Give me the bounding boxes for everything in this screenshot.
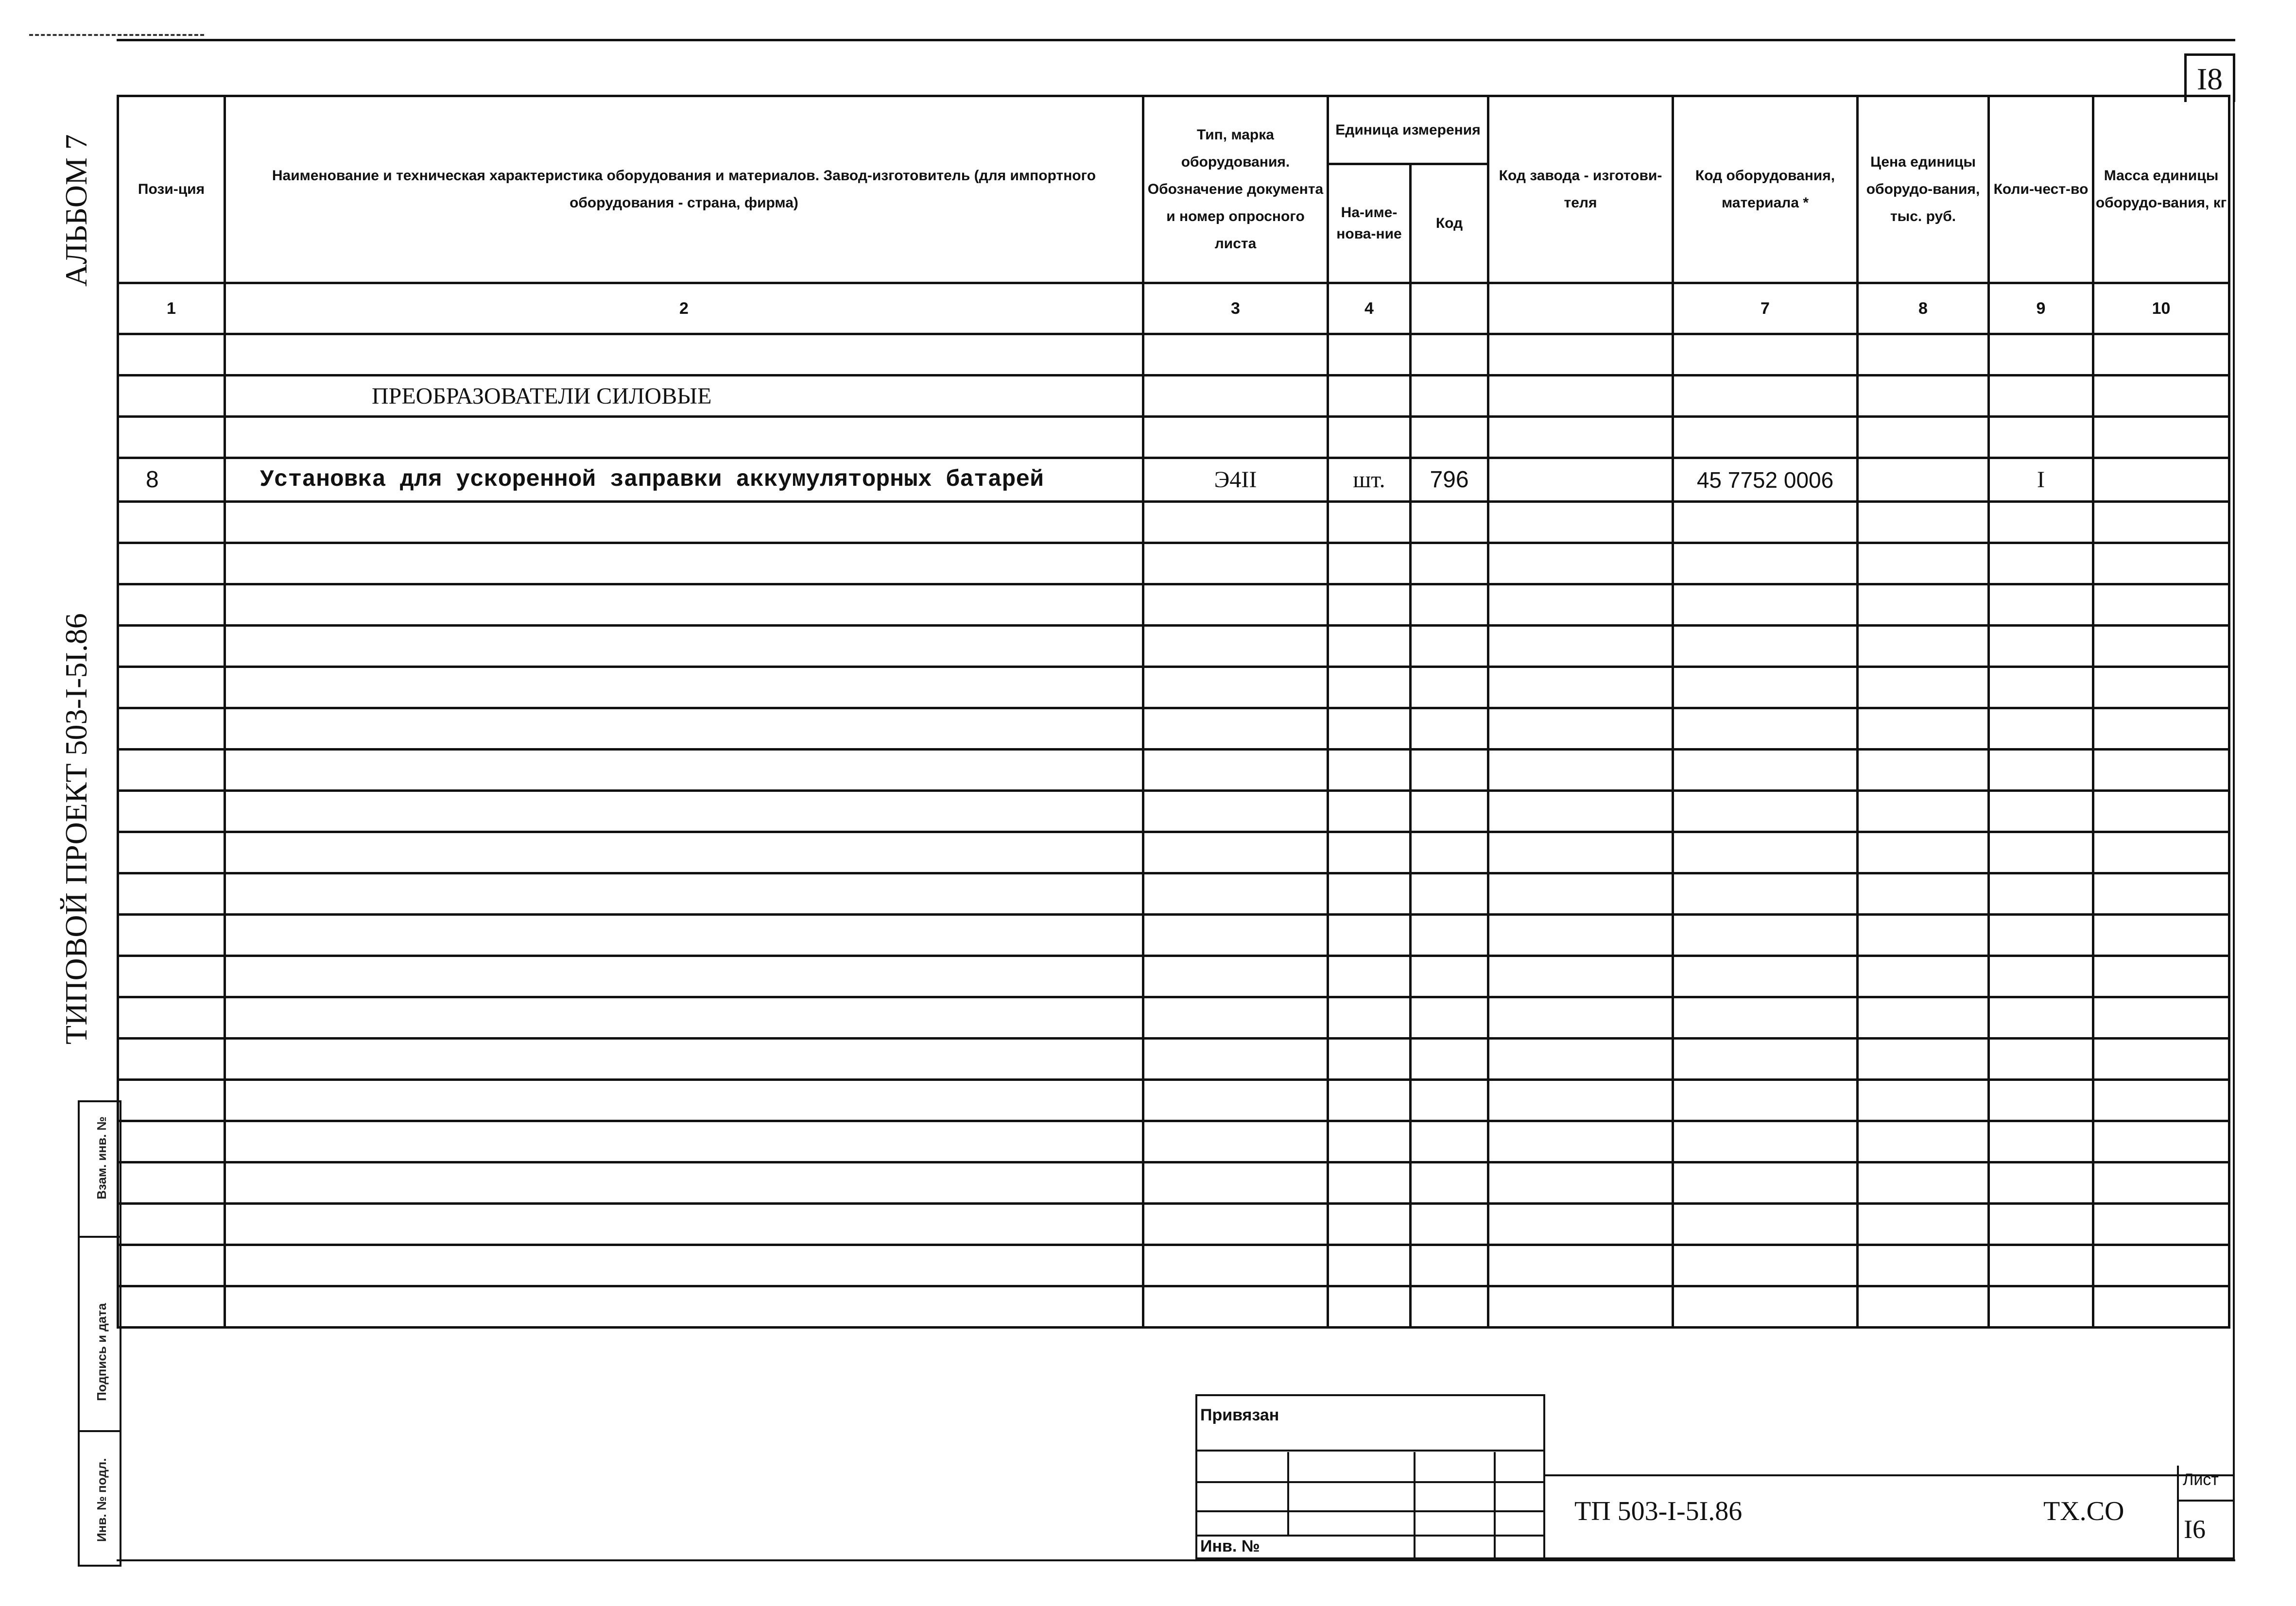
- table-row: [118, 502, 2229, 543]
- stamp-cell-2: [80, 1236, 120, 1432]
- table-row: [118, 1245, 2229, 1286]
- section-row: [118, 376, 2229, 417]
- album-label: АЛЬБОМ 7: [59, 134, 93, 287]
- tb-line: [1197, 1481, 1543, 1483]
- sheet-number: I6: [2184, 1515, 2206, 1544]
- specification-table: [117, 95, 2230, 1329]
- section-title: ПРЕОБРАЗОВАТЕЛИ СИЛОВЫЕ: [225, 376, 1143, 417]
- document-code-box: [1545, 1470, 2233, 1559]
- column-number-row: [118, 283, 2229, 334]
- table-row: [118, 997, 2229, 1039]
- sheet-box: [2177, 1466, 2233, 1561]
- table-row: [118, 708, 2229, 750]
- stamp-label-2: Подпись и дата: [94, 1303, 109, 1401]
- item-unit-name: шт.: [1328, 458, 1411, 502]
- item-factory-code: [1488, 458, 1673, 502]
- col-number-3: 3: [1143, 283, 1328, 334]
- table-row: [118, 1121, 2229, 1162]
- side-stamp: [78, 1100, 121, 1567]
- table-row: [118, 873, 2229, 915]
- inv-no-label: Инв. №: [1200, 1537, 1260, 1555]
- item-unit-code: 796: [1411, 458, 1488, 502]
- col-number-9: 9: [1989, 283, 2093, 334]
- stamp-cell-3: [80, 1430, 120, 1561]
- table-row: [118, 791, 2229, 832]
- table-row: [118, 667, 2229, 708]
- header-position: Пози-ция: [118, 96, 225, 283]
- bottom-border: [117, 1559, 2235, 1561]
- stamp-cell-1: [80, 1102, 120, 1238]
- table-row: [118, 1039, 2229, 1080]
- tb-line: [1197, 1450, 1543, 1452]
- header-price: Цена единицы оборудо-вания, тыс. руб.: [1858, 96, 1989, 283]
- item-name: Установка для ускоренной заправки аккумуляторных батарей: [225, 458, 1143, 502]
- item-mass: [2093, 458, 2229, 502]
- table-row: [118, 1162, 2229, 1204]
- table-row: [118, 1286, 2229, 1328]
- header-name: Наименование и техническая характеристика оборудования и материалов. Завод-изготовитель (для импортного оборудования - страна, фирма): [225, 96, 1143, 283]
- header-row-1: [118, 96, 2229, 164]
- header-mass: Масса единицы оборудо-вания, кг: [2093, 96, 2229, 283]
- col-number-4: 4: [1328, 283, 1411, 334]
- col-number-8: 8: [1858, 283, 1989, 334]
- document-mark: ТХ.СО: [2043, 1496, 2124, 1526]
- project-label: ТИПОВОЙ ПРОЕКТ 503-I-5I.86: [59, 613, 93, 1044]
- table-row: [118, 1204, 2229, 1245]
- table-row: [118, 417, 2229, 458]
- item-quantity: I: [1989, 458, 2093, 502]
- col-number-1: 1: [118, 283, 225, 334]
- col-number-5: [1411, 283, 1488, 334]
- table-row: [118, 584, 2229, 626]
- right-border: [2233, 95, 2235, 1559]
- table-row: [118, 956, 2229, 997]
- col-number-10: 10: [2093, 283, 2229, 334]
- header-unit-group: Единица измерения: [1328, 96, 1488, 164]
- table-row: [118, 750, 2229, 791]
- tb-line: [1197, 1535, 1543, 1537]
- header-equipment-code: Код оборудования, материала *: [1673, 96, 1858, 283]
- sheet-divider: [2179, 1500, 2233, 1502]
- col-number-6: [1488, 283, 1673, 334]
- col-number-2: 2: [225, 283, 1143, 334]
- table-row: [118, 626, 2229, 667]
- page-number: I8: [2184, 53, 2235, 102]
- item-type: Э4II: [1143, 458, 1328, 502]
- linked-label: Привязан: [1200, 1406, 1279, 1424]
- tb-vline: [1414, 1452, 1416, 1561]
- header-type: Тип, марка оборудования. Обозначение документа и номер опросного листа: [1143, 96, 1328, 283]
- table-row: [118, 334, 2229, 376]
- header-factory-code: Код завода - изготови-теля: [1488, 96, 1673, 283]
- tb-vline: [1494, 1452, 1496, 1561]
- table-row: [118, 543, 2229, 584]
- document-code: ТП 503-I-5I.86: [1574, 1496, 1743, 1526]
- header-unit-name: На-име-нова-ние: [1328, 164, 1411, 283]
- table-row: [118, 1080, 2229, 1121]
- tb-vline: [1287, 1452, 1289, 1535]
- table-row: [118, 832, 2229, 873]
- col-number-7: 7: [1673, 283, 1858, 334]
- header-unit-code: Код: [1411, 164, 1488, 283]
- item-price: [1858, 458, 1989, 502]
- top-dashed-line: [29, 34, 204, 36]
- table-row: [118, 915, 2229, 956]
- item-position: 8: [118, 458, 225, 502]
- tb-line: [1197, 1510, 1543, 1512]
- linked-box: [1195, 1394, 1545, 1559]
- item-equipment-code: 45 7752 0006: [1673, 458, 1858, 502]
- sheet-label: Лист: [2183, 1470, 2219, 1489]
- header-quantity: Коли-чест-во: [1989, 96, 2093, 283]
- top-border: [117, 39, 2235, 41]
- title-block: [1195, 1394, 2233, 1559]
- stamp-label-3: Инв. № подл.: [94, 1458, 109, 1542]
- stamp-label-1: Взам. инв. №: [94, 1116, 109, 1199]
- item-row: [118, 458, 2229, 502]
